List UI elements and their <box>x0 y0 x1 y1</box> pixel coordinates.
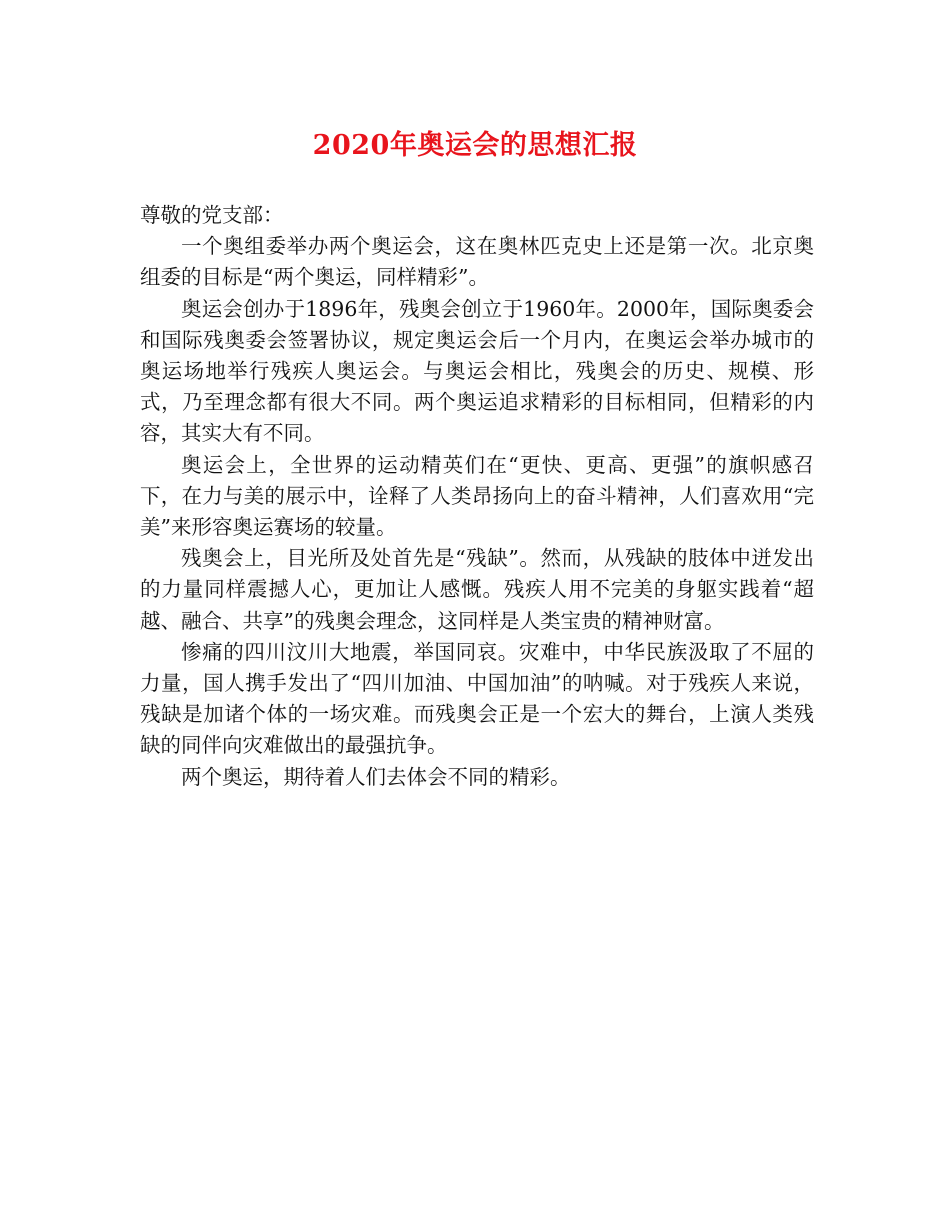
document-title: 2020年奥运会的思想汇报 <box>312 130 638 161</box>
paragraph-6: 两个奥运，期待着人们去体会不同的精彩。 <box>181 764 571 789</box>
salutation: 尊敬的党支部： <box>140 203 284 227</box>
document-body <box>140 200 814 793</box>
paragraph-3: 奥运会上，全世界的运动精英们在“更快、更高、更强”的旗帜感召下，在力与美的展示中，诠释了人类昂扬向上的奋斗精神，人们喜欢用“完美”来形容奥运赛场的较量。 <box>140 452 814 540</box>
paragraph-2: 奥运会创办于1896年，残奥会创立于1960年。2000年，国际奥委会和国际残奥委会签署协议，规定奥运会后一个月内，在奥运会举办城市的奥运场地举行残疾人奥运会。与奥运会相比，残奥会的历史、规模、形式，乃至理念都有很大不同。两个奥运追求精彩的目标相同，但精彩的内容，其实大有不同。 <box>140 296 814 446</box>
paragraph-5: 惨痛的四川汶川大地震，举国同哀。灾难中，中华民族汲取了不屈的力量，国人携手发出了“四川加油、中国加油”的呐喊。对于残疾人来说，残缺是加诸个体的一场灾难。而残奥会正是一个宏大的舞台，上演人类残缺的同伴向灾难做出的最强抗争。 <box>140 639 814 758</box>
paragraph-1: 一个奥组委举办两个奥运会，这在奥林匹克史上还是第一次。北京奥组委的目标是“两个奥运，同样精彩”。 <box>140 234 814 290</box>
paragraph-4: 残奥会上，目光所及处首先是“残缺”。然而，从残缺的肢体中迸发出的力量同样震撼人心，更加让人感慨。残疾人用不完美的身躯实践着“超越、融合、共享”的残奥会理念，这同样是人类宝贵的精神财富。 <box>140 546 814 633</box>
